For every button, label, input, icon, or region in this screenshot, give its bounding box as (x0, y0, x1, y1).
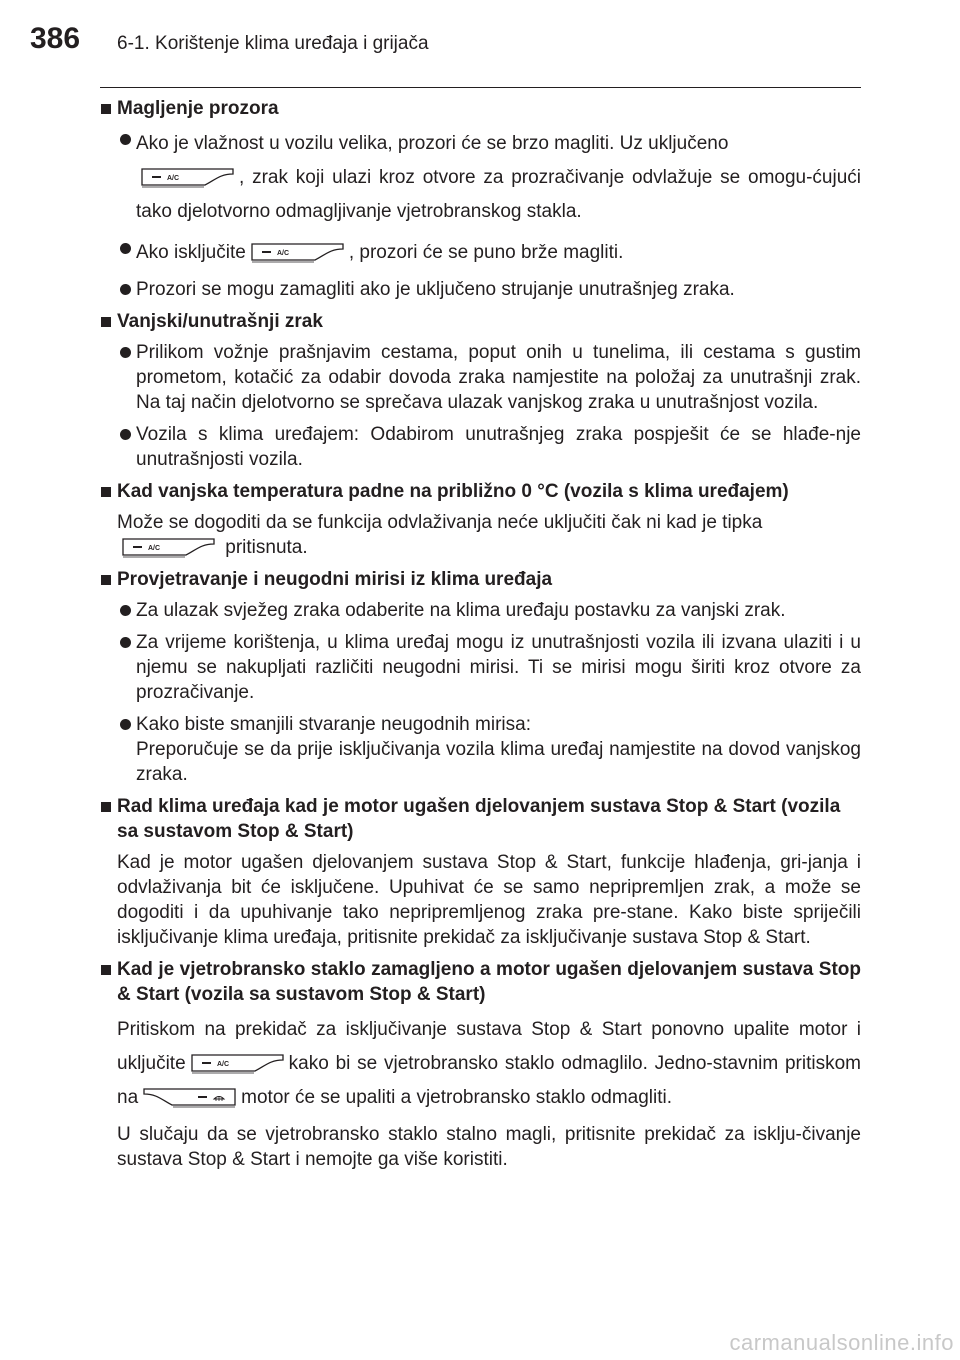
ac-button-icon (121, 536, 216, 560)
bullet-item (100, 712, 861, 787)
text: , prozori će se puno brže magliti. (348, 242, 624, 263)
bullet-item (100, 127, 861, 229)
svg-text:A/C: A/C (167, 174, 180, 182)
text: Ako je vlažnost u vozilu velika, prozori će se brzo magliti. Uz uključeno (136, 133, 729, 154)
chapter-title: 6-1. Korištenje klima uređaja i grijača (117, 33, 429, 54)
text: pritisnuta. (225, 537, 308, 558)
bullet-item: Za vrijeme korištenja, u klima uređaj mogu iz unutrašnjosti vozila ili izvana ulaziti i u njemu se nakupljati različiti neugodni mirisi. Ti se mirisi mogu širiti kroz otvore za prozračivanje. (100, 630, 861, 705)
section-heading: Rad klima uređaja kad je motor ugašen djelovanjem sustava Stop & Start (vozila sa sustavom Stop & Start) (100, 794, 861, 844)
ac-button-icon (250, 241, 345, 265)
bullet-item: Prilikom vožnje prašnjavim cestama, poput onih u tunelima, ili cestama s gustim prometom, kotačić za odabir dovoda zraka namjestite na položaj za unutrašnji zrak. Na taj način djelotvorno se sprečava ulazak vanjskog zraka u unutrašnjost vozila. (100, 340, 861, 415)
text: Može se dogoditi da se funkcija odvlaživanja neće uključiti čak ni kad je tipka (117, 512, 763, 533)
watermark: carmanualsonline.info (729, 1330, 954, 1355)
svg-text:A/C: A/C (276, 249, 289, 257)
text: Ako isključite (136, 242, 246, 263)
section-heading: Kad je vjetrobransko staklo zamagljeno a motor ugašen djelovanjem sustava Stop & Start (vozila sa sustavom Stop & Start) (100, 957, 861, 1007)
paragraph: U slučaju da se vjetrobransko staklo stalno magli, pritisnite prekidač za isklju-čivanje sustava Stop & Start i nemojte ga više koristiti. (117, 1124, 861, 1170)
paragraph: Kad je motor ugašen djelovanjem sustava Stop & Start, funkcije hlađenja, gri-janja i odvlaživanja bit će isključene. Upuhivat će se samo nepripremljen zrak, a može se dogoditi i da upuhivanje tako nepripremljenog zraka pre-stane. Kako biste spriječili isključivanje klima uređaja, pritisnite prekidač za isključivanje sustava Stop & Start. (117, 852, 861, 948)
text: Pritiskom na prekidač za isključivanje sustava Stop & Start ponovno upalite motor i uključite (117, 1019, 861, 1074)
section-heading: Kad vanjska temperatura padne na približno 0 °C (vozila s klima uređajem) (100, 479, 861, 504)
section-heading: Vanjski/unutrašnji zrak (100, 309, 861, 334)
section-heading: Magljenje prozora (100, 96, 861, 121)
bullet-item: Prozori se mogu zamagliti ako je uključeno strujanje unutrašnjeg zraka. (100, 277, 861, 302)
text: motor će se upaliti a vjetrobransko staklo odmagliti. (241, 1087, 673, 1108)
text: , zrak koji ulazi kroz otvore za prozračivanje odvlažuje se omogu-ćujući tako djelotvorno odmagljivanje vjetrobranskog stakla. (136, 167, 861, 222)
paragraph (100, 510, 861, 560)
ac-button-icon (190, 1052, 285, 1076)
defroster-button-icon (142, 1086, 237, 1110)
text: Kako biste smanjili stvaranje neugodnih mirisa: (136, 714, 531, 735)
text: kako bi se vjetrobransko staklo odmaglilo. Jedno-stavnim pritiskom na (117, 1053, 861, 1108)
svg-text:A/C: A/C (148, 544, 161, 552)
header-divider (100, 87, 861, 88)
bullet-item: Vozila s klima uređajem: Odabirom unutrašnjeg zraka pospješit će se hlađe-nje unutrašnjosti vozila. (100, 422, 861, 472)
paragraph (100, 1013, 861, 1115)
page-number: 386 (30, 22, 81, 55)
bullet-item (100, 236, 861, 270)
svg-text:A/C: A/C (216, 1060, 229, 1068)
ac-button-icon (140, 166, 235, 190)
page-content (100, 96, 861, 1179)
text: Preporučuje se da prije isključivanja vozila klima uređaj namjestite na dovod vanjskog zraka. (136, 739, 861, 785)
section-heading: Provjetravanje i neugodni mirisi iz klima uređaja (100, 567, 861, 592)
bullet-item: Za ulazak svježeg zraka odaberite na klima uređaju postavku za vanjski zrak. (100, 598, 861, 623)
